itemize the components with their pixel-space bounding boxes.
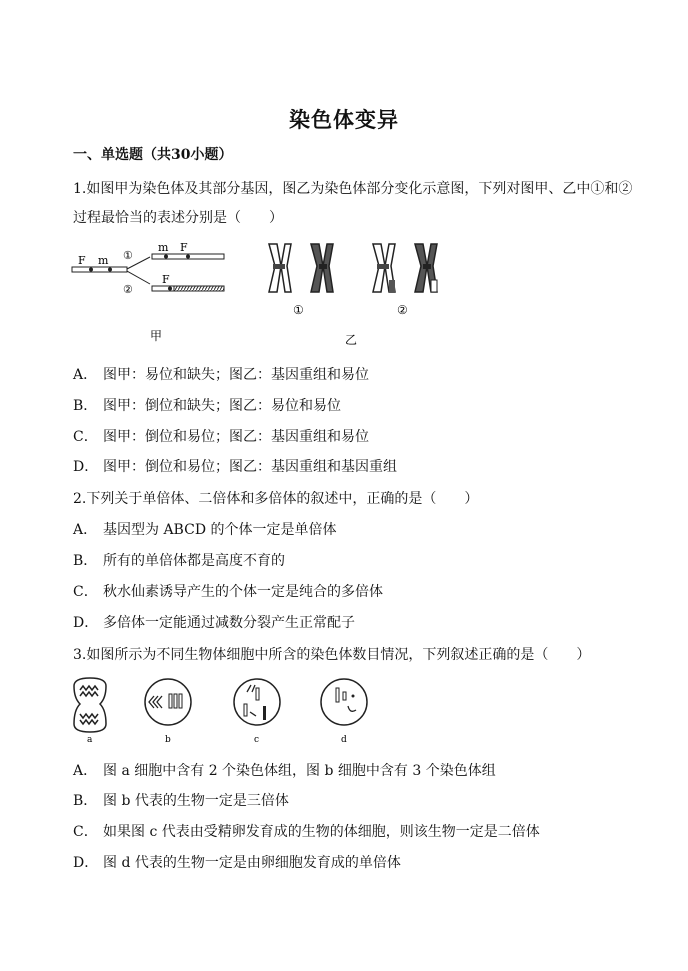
option-text: 图甲：倒位和易位；图乙：基因重组和基因重组	[103, 459, 397, 475]
step-1-label: ①	[123, 249, 133, 262]
centromere-dot	[108, 268, 112, 272]
question-1-option-b[interactable]	[73, 395, 341, 415]
question-1-stem-line1: 1.如图甲为染色体及其部分基因，图乙为染色体部分变化示意图，下列对图甲、乙中①和②	[73, 181, 633, 197]
option-label: D．	[73, 459, 99, 475]
cell-c-label: c	[254, 735, 260, 745]
page-title: 染色体变异	[289, 107, 399, 132]
cell-a-label: a	[87, 735, 93, 745]
question-2-option-c[interactable]	[73, 581, 383, 601]
option-text: 图甲：倒位和易位；图乙：基因重组和易位	[103, 429, 369, 445]
question-2-stem: 2.下列关于单倍体、二倍体和多倍体的叙述中，正确的是（ ）	[73, 491, 479, 507]
question-3-option-c[interactable]	[73, 821, 540, 841]
question-3-option-d[interactable]	[73, 852, 401, 872]
option-text: 图甲：易位和缺失；图乙：基因重组和易位	[103, 367, 369, 383]
figure-cells	[68, 676, 368, 746]
cell-b-label: b	[165, 735, 171, 745]
question-3-option-b[interactable]	[73, 790, 289, 810]
question-2-option-d[interactable]	[73, 612, 355, 632]
question-1-option-d[interactable]	[73, 456, 397, 476]
step-1-label: ①	[293, 303, 304, 317]
option-text: 秋水仙素诱导产生的个体一定是纯合的多倍体	[103, 584, 383, 600]
question-3-stem: 3.如图所示为不同生物体细胞中所含的染色体数目情况，下列叙述正确的是（ ）	[73, 647, 591, 663]
option-label: A．	[73, 522, 98, 538]
section-heading: 一、单选题（共30小题）	[73, 147, 233, 163]
option-label: D．	[73, 615, 99, 631]
option-label: C．	[73, 429, 98, 445]
option-text: 图 b 代表的生物一定是三倍体	[103, 793, 289, 809]
gene-m-label: m	[98, 254, 109, 267]
chromosome-pair-2	[373, 244, 437, 292]
question-3-option-a[interactable]	[73, 760, 496, 780]
figure-yi	[255, 236, 465, 350]
question-2-option-b[interactable]	[73, 550, 285, 570]
gene-locus-f	[186, 255, 190, 259]
option-label: B．	[73, 793, 98, 809]
option-label: C．	[73, 584, 98, 600]
figure-yi-caption: 乙	[345, 333, 358, 347]
option-label: A．	[73, 763, 98, 779]
option-text: 多倍体一定能通过减数分裂产生正常配子	[103, 615, 355, 631]
option-label: C．	[73, 824, 98, 840]
step-2-label: ②	[397, 303, 408, 317]
step-2-label: ②	[123, 283, 133, 296]
option-text: 图 d 代表的生物一定是由卵细胞发育成的单倍体	[103, 855, 401, 871]
cell-d	[321, 679, 367, 745]
option-text: 如果图 c 代表由受精卵发育成的生物的体细胞，则该生物一定是二倍体	[103, 824, 540, 840]
gene-f-label: F	[162, 273, 170, 286]
cell-b	[145, 679, 191, 745]
option-text: 所有的单倍体都是高度不育的	[103, 553, 285, 569]
option-label: A．	[73, 367, 98, 383]
question-2-option-a[interactable]	[73, 519, 337, 539]
figure-jia	[70, 240, 240, 350]
cell-c	[234, 679, 280, 745]
option-text: 基因型为 ABCD 的个体一定是单倍体	[103, 522, 337, 538]
question-1-option-a[interactable]	[73, 364, 369, 384]
gene-m-label: m	[158, 241, 169, 254]
option-label: B．	[73, 398, 98, 414]
option-text: 图 a 细胞中含有 2 个染色体组，图 b 细胞中含有 3 个染色体组	[103, 763, 496, 779]
option-text: 图甲：倒位和缺失；图乙：易位和易位	[103, 398, 341, 414]
cell-a	[74, 678, 106, 745]
gene-locus-f	[168, 287, 172, 291]
gene-locus-f	[89, 268, 93, 272]
cell-d-label: d	[341, 735, 347, 745]
gene-f-label: F	[180, 241, 188, 254]
question-1-stem-line2: 过程最恰当的表述分别是（ ）	[73, 210, 283, 226]
chromosome-pair-1	[269, 244, 333, 292]
option-label: D．	[73, 855, 99, 871]
gene-f-label: F	[78, 254, 86, 267]
translocated-segment	[174, 286, 224, 291]
chromosome-original	[72, 267, 127, 272]
option-label: B．	[73, 553, 98, 569]
question-1-option-c[interactable]	[73, 426, 369, 446]
centromere-dot	[164, 255, 168, 259]
figure-jia-caption: 甲	[150, 329, 163, 343]
